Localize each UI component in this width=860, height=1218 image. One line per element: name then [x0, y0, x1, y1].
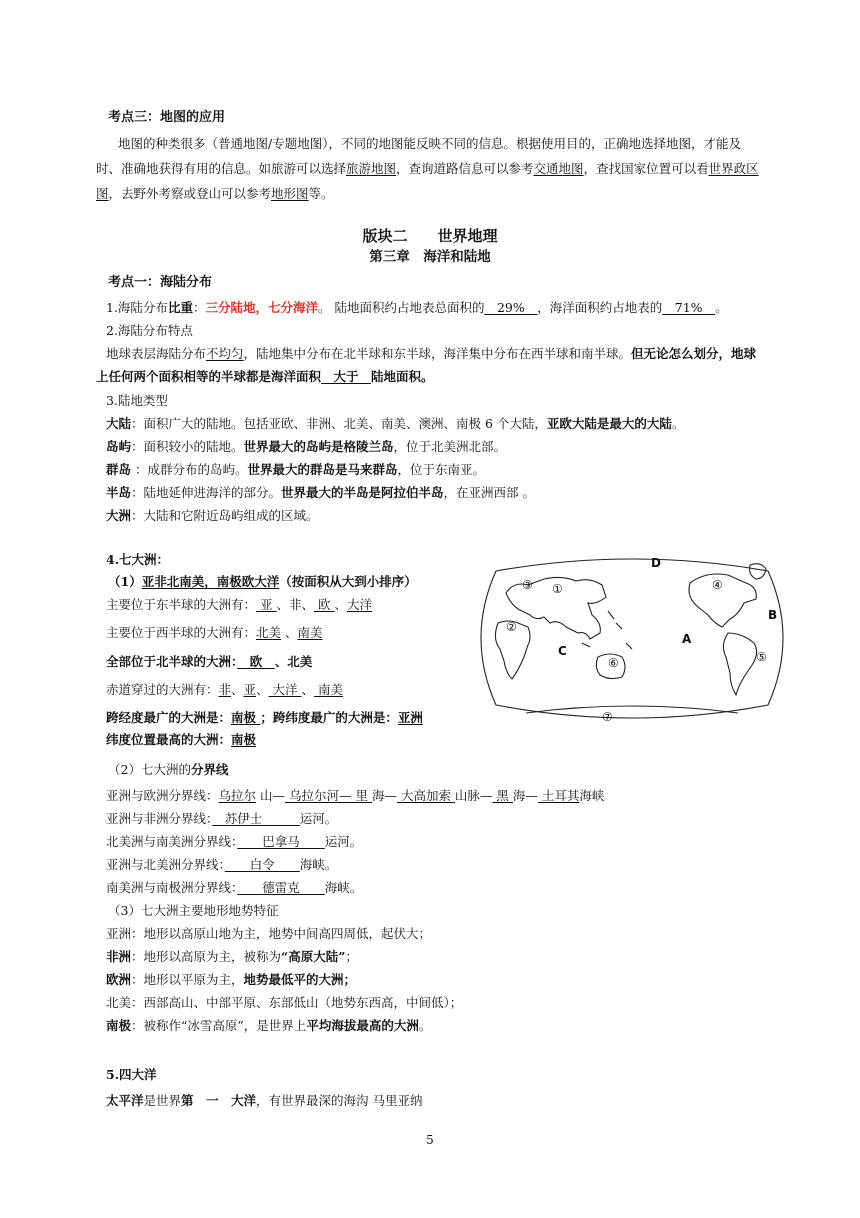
qi-west: 主要位于西半球的大洲有：北美 、南美 — [106, 625, 323, 640]
qi-weidu: 纬度位置最高的大洲：南极 — [106, 732, 257, 747]
qi-s1: （1）亚非北南美，南极欧大洋（按面积从大到小排序） — [108, 574, 417, 589]
qi-east: 主要位于东半球的大洲有： 亚 、非、 欧 、大洋 — [106, 597, 372, 612]
page-number: 5 — [426, 1133, 434, 1147]
k1-dazhou: 大洲：大陆和它附近岛屿组成的区域。 — [106, 508, 319, 523]
chapter-title: 第三章 海洋和陆地 — [369, 249, 491, 265]
landmass-antarctica — [526, 706, 738, 713]
ocean-line1: 太平洋是世界第 一 大洋，有世界最深的海沟 马里亚纳 — [106, 1093, 423, 1108]
map-label-3: ③ — [522, 578, 533, 592]
boundary-asia-africa: 亚洲与非洲分界线： 苏伊士 运河。 — [106, 811, 338, 826]
kaodian3-line2: 时、准确地获得有用的信息。如旅游可以选择旅游地图，查询道路信息可以参考交通地图，查找国家位置可以看世界政区 — [96, 161, 759, 176]
landmass-south-america — [723, 633, 756, 695]
map-label-A: A — [682, 632, 692, 646]
k1-bandao: 半岛：陆地延伸进海洋的部分。世界最大的半岛是阿拉伯半岛，在亚洲西部 。 — [106, 485, 536, 500]
world-map — [466, 553, 798, 723]
k1-line3: 地球表层海陆分布不均匀，陆地集中分布在北半球和东半球，海洋集中分布在西半球和南半球。但无论怎么划分，地球 — [106, 346, 757, 361]
qi-title: 4.七大洲： — [106, 552, 170, 567]
qi-s2: （2）七大洲的分界线 — [108, 762, 229, 777]
k1-daoyu: 岛屿：面积较小的陆地。世界最大的岛屿是格陵兰岛，位于北美洲北部。 — [106, 439, 507, 454]
qi-s3: （3）七大洲主要地形地势特征 — [108, 903, 279, 918]
map-label-4: ④ — [712, 578, 723, 592]
terrain-antarctica: 南极：被称作“冰雪高原”，是世界上平均海拔最高的大洲。 — [106, 1018, 432, 1033]
kaodian3-title: 考点三：地图的应用 — [108, 110, 226, 125]
k1-line4: 上任何两个面积相等的半球都是海洋面积 大于 陆地面积。 — [96, 369, 434, 384]
kaodian3-line3: 图，去野外考察或登山可以参考地形图等。 — [96, 186, 334, 201]
kaodian3-line1: 地图的种类很多（普通地图/专题地图），不同的地图能反映不同的信息。根据使用目的，正确地选择地图，才能及 — [118, 136, 741, 151]
qi-jingdu: 跨经度最广的大洲是：南极 ；跨纬度最广的大洲是：亚洲 — [106, 710, 423, 725]
qi-equator: 赤道穿过的大洲有：非、亚、 大洋 、 南美 — [106, 682, 344, 697]
map-label-B: B — [768, 608, 778, 622]
boundary-na-sa: 北美洲与南美洲分界线： 巴拿马 运河。 — [106, 834, 363, 849]
k1-line1: 1.海陆分布比重：三分陆地，七分海洋。 陆地面积约占地表总面积的 29% ，海洋面积约占地表的 71% 。 — [106, 300, 728, 315]
map-label-1: ① — [552, 582, 563, 596]
section-title: 版块二 世界地理 — [362, 227, 498, 245]
k1-line5: 3.陆地类型 — [106, 393, 168, 408]
boundary-sa-antarctica: 南美洲与南极洲分界线： 德雷克 海峡。 — [106, 880, 363, 895]
boundary-asia-na: 亚洲与北美洲分界线： 白令 海峡。 — [106, 857, 338, 872]
landmass-islands — [582, 611, 632, 649]
ocean-title: 5.四大洋 — [106, 1067, 157, 1082]
terrain-asia: 亚洲：地形以高原山地为主，地势中间高四周低，起伏大； — [106, 926, 432, 941]
k1-dalu: 大陆：面积广大的陆地。包括亚欧、非洲、北美、南美、澳洲、南极 6 个大陆，亚欧大陆是最大的大陆。 — [106, 416, 685, 431]
terrain-na: 北美：西部高山、中部平原、东部低山（地势东西高，中间低）； — [106, 995, 463, 1010]
landmass-greenland — [750, 564, 766, 579]
map-label-D: D — [651, 556, 661, 570]
boundary-asia-europe: 亚洲与欧洲分界线：乌拉尔 山— 乌拉尔河— 里 海— 大高加索 山脉— 黑 海— 土耳其海峡 — [106, 788, 605, 803]
map-label-2: ② — [506, 620, 517, 634]
kaodian1-title: 考点一：海陆分布 — [108, 275, 213, 290]
terrain-africa: 非洲：地形以高原为主，被称为“高原大陆”； — [106, 949, 358, 964]
qi-north: 全部位于北半球的大洲： 欧 、北美 — [106, 654, 313, 669]
k1-qundao: 群岛 ：成群分布的岛屿。世界最大的群岛是马来群岛，位于东南亚。 — [106, 462, 486, 477]
map-label-5: ⑤ — [756, 650, 767, 664]
map-label-6: ⑥ — [608, 656, 619, 670]
terrain-europe: 欧洲：地形以平原为主，地势最低平的大洲； — [106, 972, 357, 987]
map-label-7: ⑦ — [602, 710, 613, 723]
map-label-C: C — [558, 644, 567, 658]
k1-line2: 2.海陆分布特点 — [106, 323, 193, 338]
